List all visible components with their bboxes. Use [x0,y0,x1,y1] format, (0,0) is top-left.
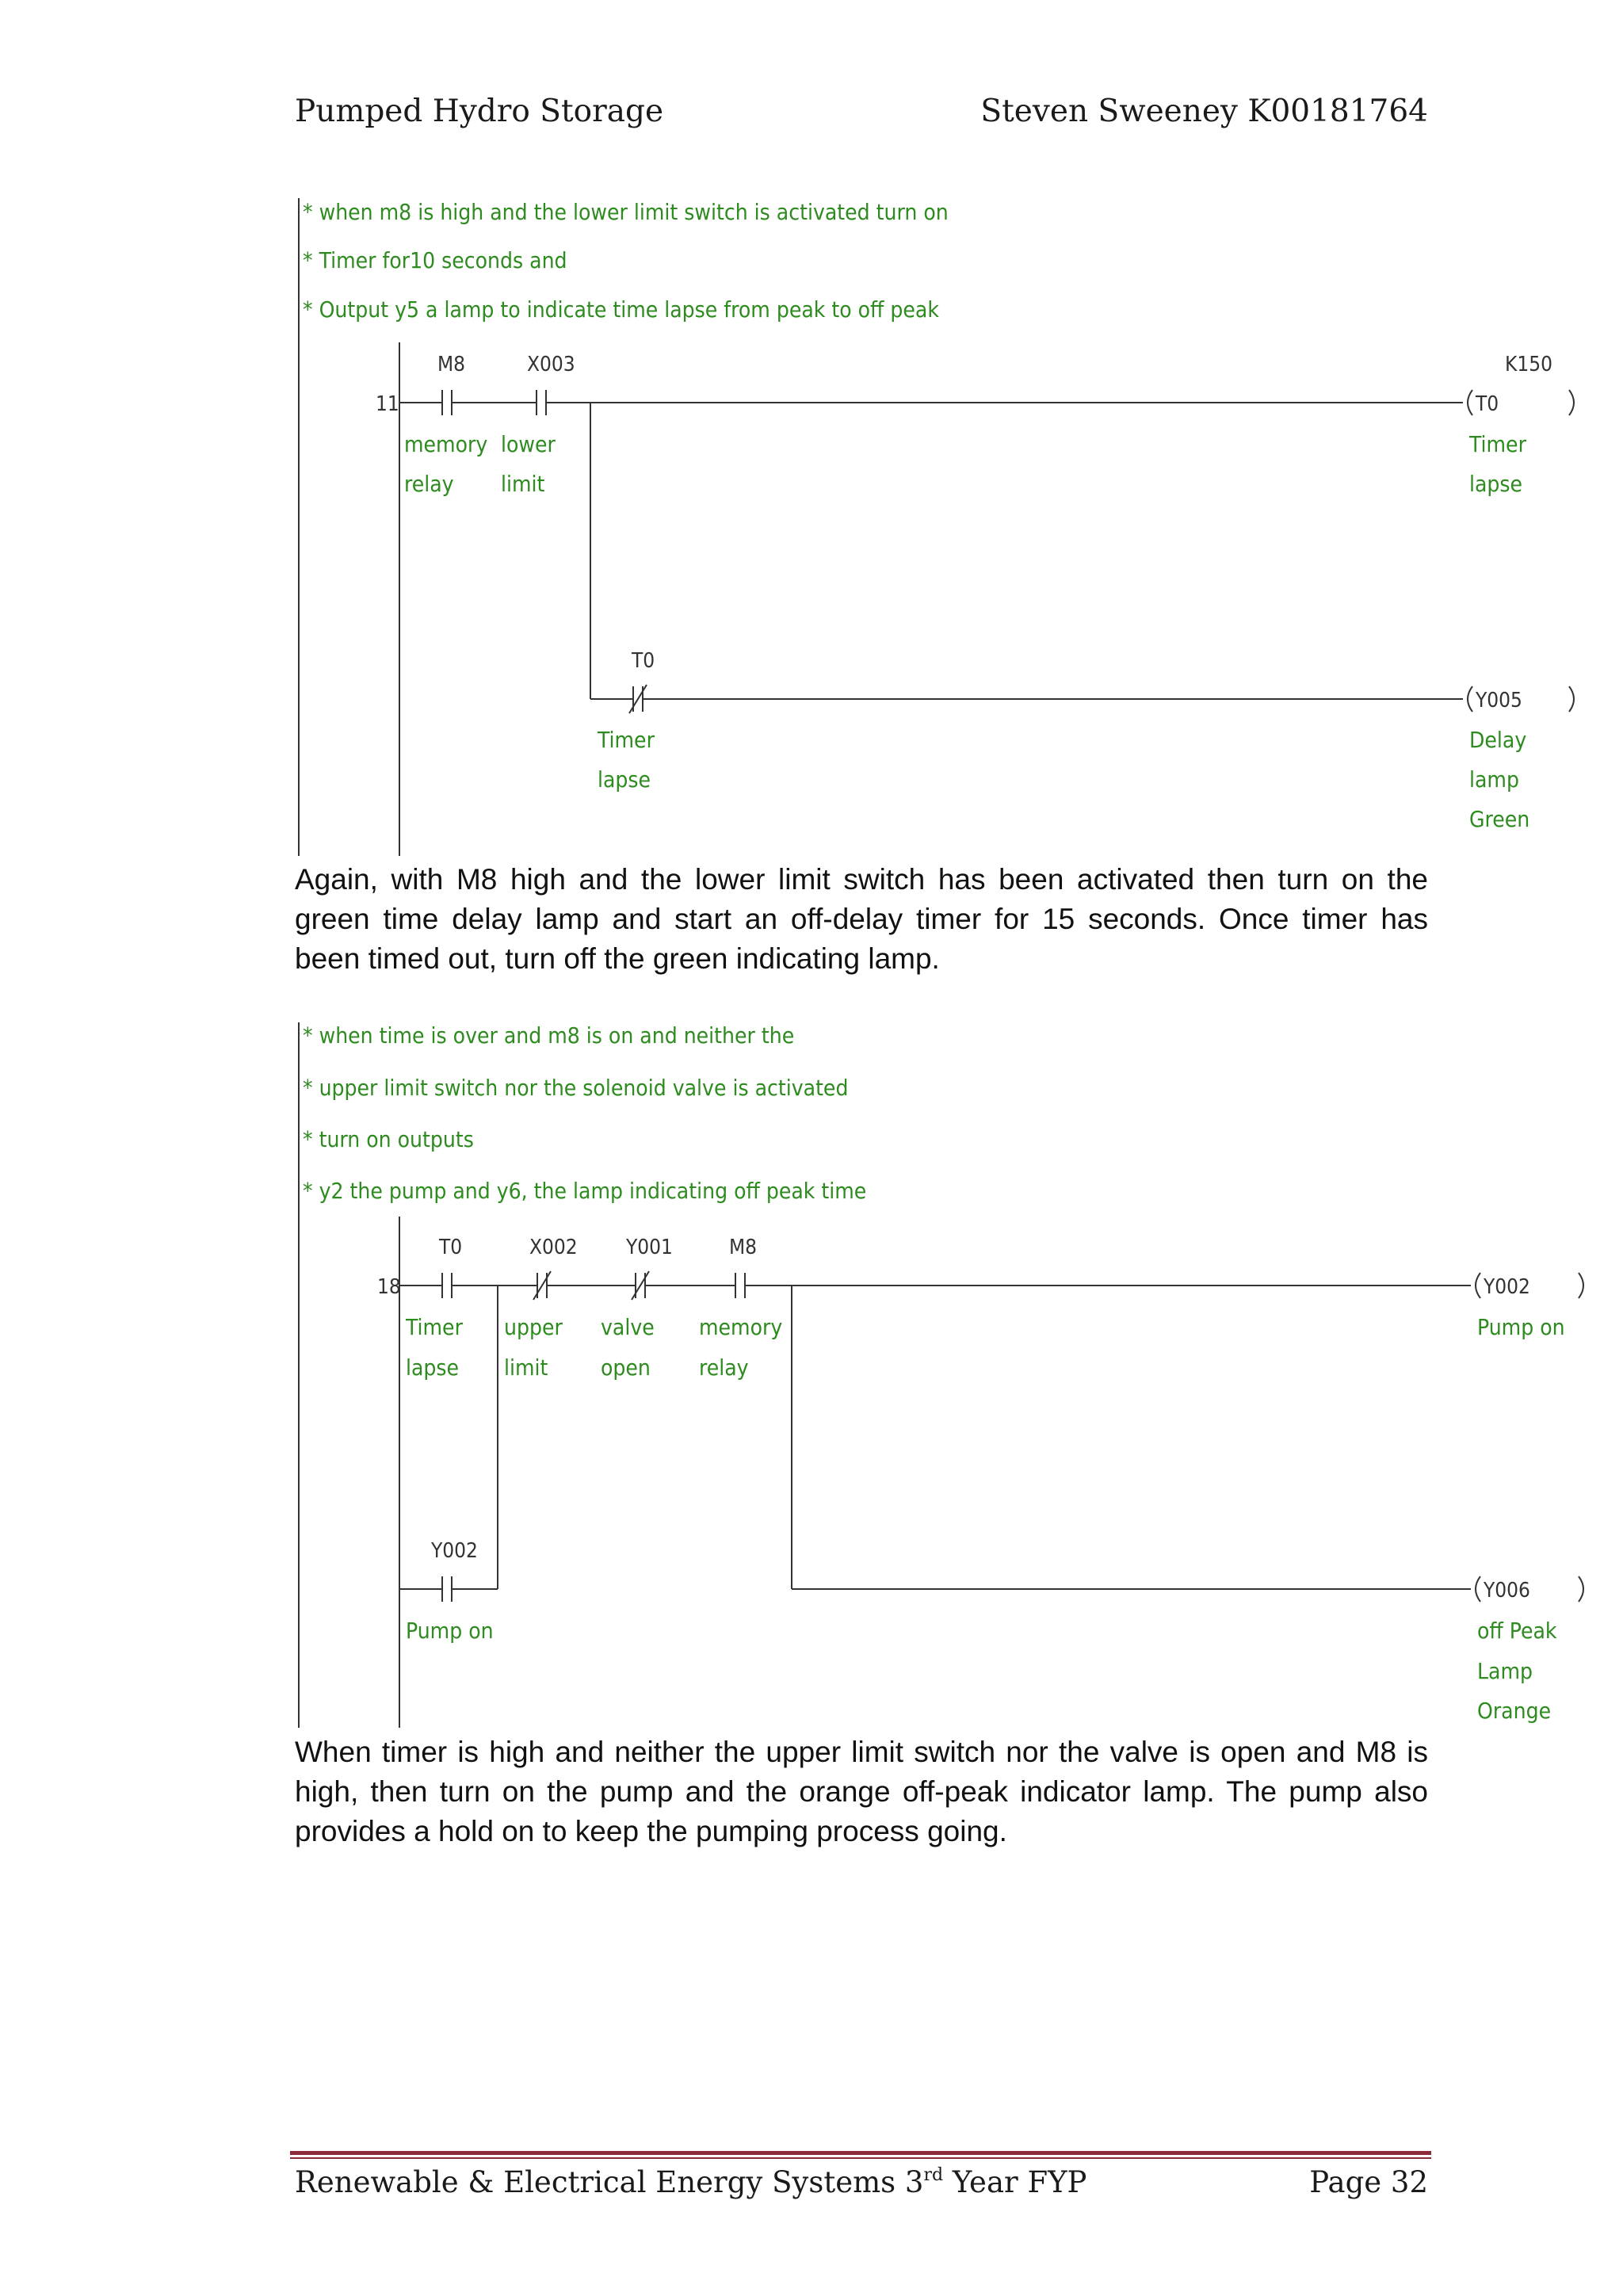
coil-left-bracket [1476,1273,1480,1298]
contact-label: limit [501,471,545,497]
comment-line: * when time is over and m8 is on and neither the [303,1022,795,1049]
page-number: Page 32 [1309,2165,1428,2199]
coil-left-bracket [1468,686,1472,712]
contact-address: X003 [527,353,575,376]
comment-line: * Output y5 a lamp to indicate time lapse from peak to off peak [303,296,939,323]
ladder-diagram-1 [295,190,1623,860]
coil-right-bracket [1579,1273,1583,1298]
comment-line: * Timer for10 seconds and [303,247,567,273]
footer-course-tail: Year FYP [943,2165,1087,2199]
coil-right-bracket [1569,390,1574,415]
comment-line: * y2 the pump and y6, the lamp indicating off peak time [303,1178,867,1204]
comment-line: * turn on outputs [303,1126,474,1152]
contact-label: relay [699,1354,749,1381]
contact-label: upper [504,1314,563,1340]
contact-label: Pump on [406,1618,494,1644]
contact-label: relay [404,471,454,497]
coil-label: lapse [1469,471,1523,497]
paragraph: When timer is high and neither the upper limit switch nor the valve is open and M8 is high, then turn on the pump and the orange off-peak indicator lamp. The pump also provides a hold on to keep the pumping process going. [295,1736,1428,1847]
coil-left-bracket [1468,390,1472,415]
coil-label: lamp [1469,766,1519,793]
header-title: Pumped Hydro Storage [295,94,664,129]
coil-address: T0 [1476,392,1499,416]
coil-left-bracket [1476,1576,1480,1602]
contact-label: lapse [598,766,651,793]
coil-label: off Peak [1477,1618,1557,1644]
ladder-diagram-2-svg [295,1014,1623,1732]
footer-course-sup: rd [923,2165,944,2185]
coil-label: Lamp [1477,1658,1533,1684]
contact-label: lower [501,431,556,457]
rung-step-number: 11 [376,392,399,416]
contact-label: lapse [406,1354,460,1381]
coil-address: Y005 [1476,689,1522,712]
footer-course [295,2165,1086,2199]
contact-address: M8 [729,1236,758,1259]
contact-address: X002 [529,1236,578,1259]
coil-label: Timer [1469,431,1526,457]
ladder-diagram-2 [295,1014,1623,1732]
ladder-diagram-1-svg [295,190,1623,860]
coil-label: Delay [1469,727,1527,753]
paragraph: Again, with M8 high and the lower limit switch has been activated then turn on the green time delay lamp and start an off-delay timer for 15 seconds. Once timer has been timed out, turn off the green indicating lamp. [295,863,1428,975]
contact-address: T0 [632,649,655,673]
contact-label: Timer [598,727,655,753]
coil-constant: K150 [1505,353,1552,376]
contact-label: open [601,1354,651,1381]
comment-line: * upper limit switch nor the solenoid valve is activated [303,1075,849,1101]
contact-address: Y001 [626,1236,673,1259]
rung-step-number: 18 [377,1275,401,1299]
contact-label: Timer [406,1314,463,1340]
header-author: Steven Sweeney K00181764 [980,94,1428,129]
coil-right-bracket [1569,686,1574,712]
contact-label: valve [601,1314,655,1340]
contact-address: T0 [439,1236,463,1259]
coil-label: Orange [1477,1698,1552,1724]
contact-address: M8 [437,353,466,376]
coil-address: Y006 [1484,1579,1530,1603]
contact-label: limit [504,1354,548,1381]
footer-rule-thin [290,2157,1431,2159]
contact-label: memory [404,431,488,457]
coil-label: Green [1469,806,1530,832]
footer-rule [290,2151,1431,2155]
coil-right-bracket [1579,1576,1583,1602]
contact-address: Y002 [431,1539,478,1563]
footer-course-main: Renewable & Electrical Energy Systems 3 [295,2165,924,2199]
coil-label: Pump on [1477,1314,1565,1340]
coil-address: Y002 [1484,1275,1530,1299]
comment-line: * when m8 is high and the lower limit switch is activated turn on [303,199,949,225]
contact-label: memory [699,1314,783,1340]
